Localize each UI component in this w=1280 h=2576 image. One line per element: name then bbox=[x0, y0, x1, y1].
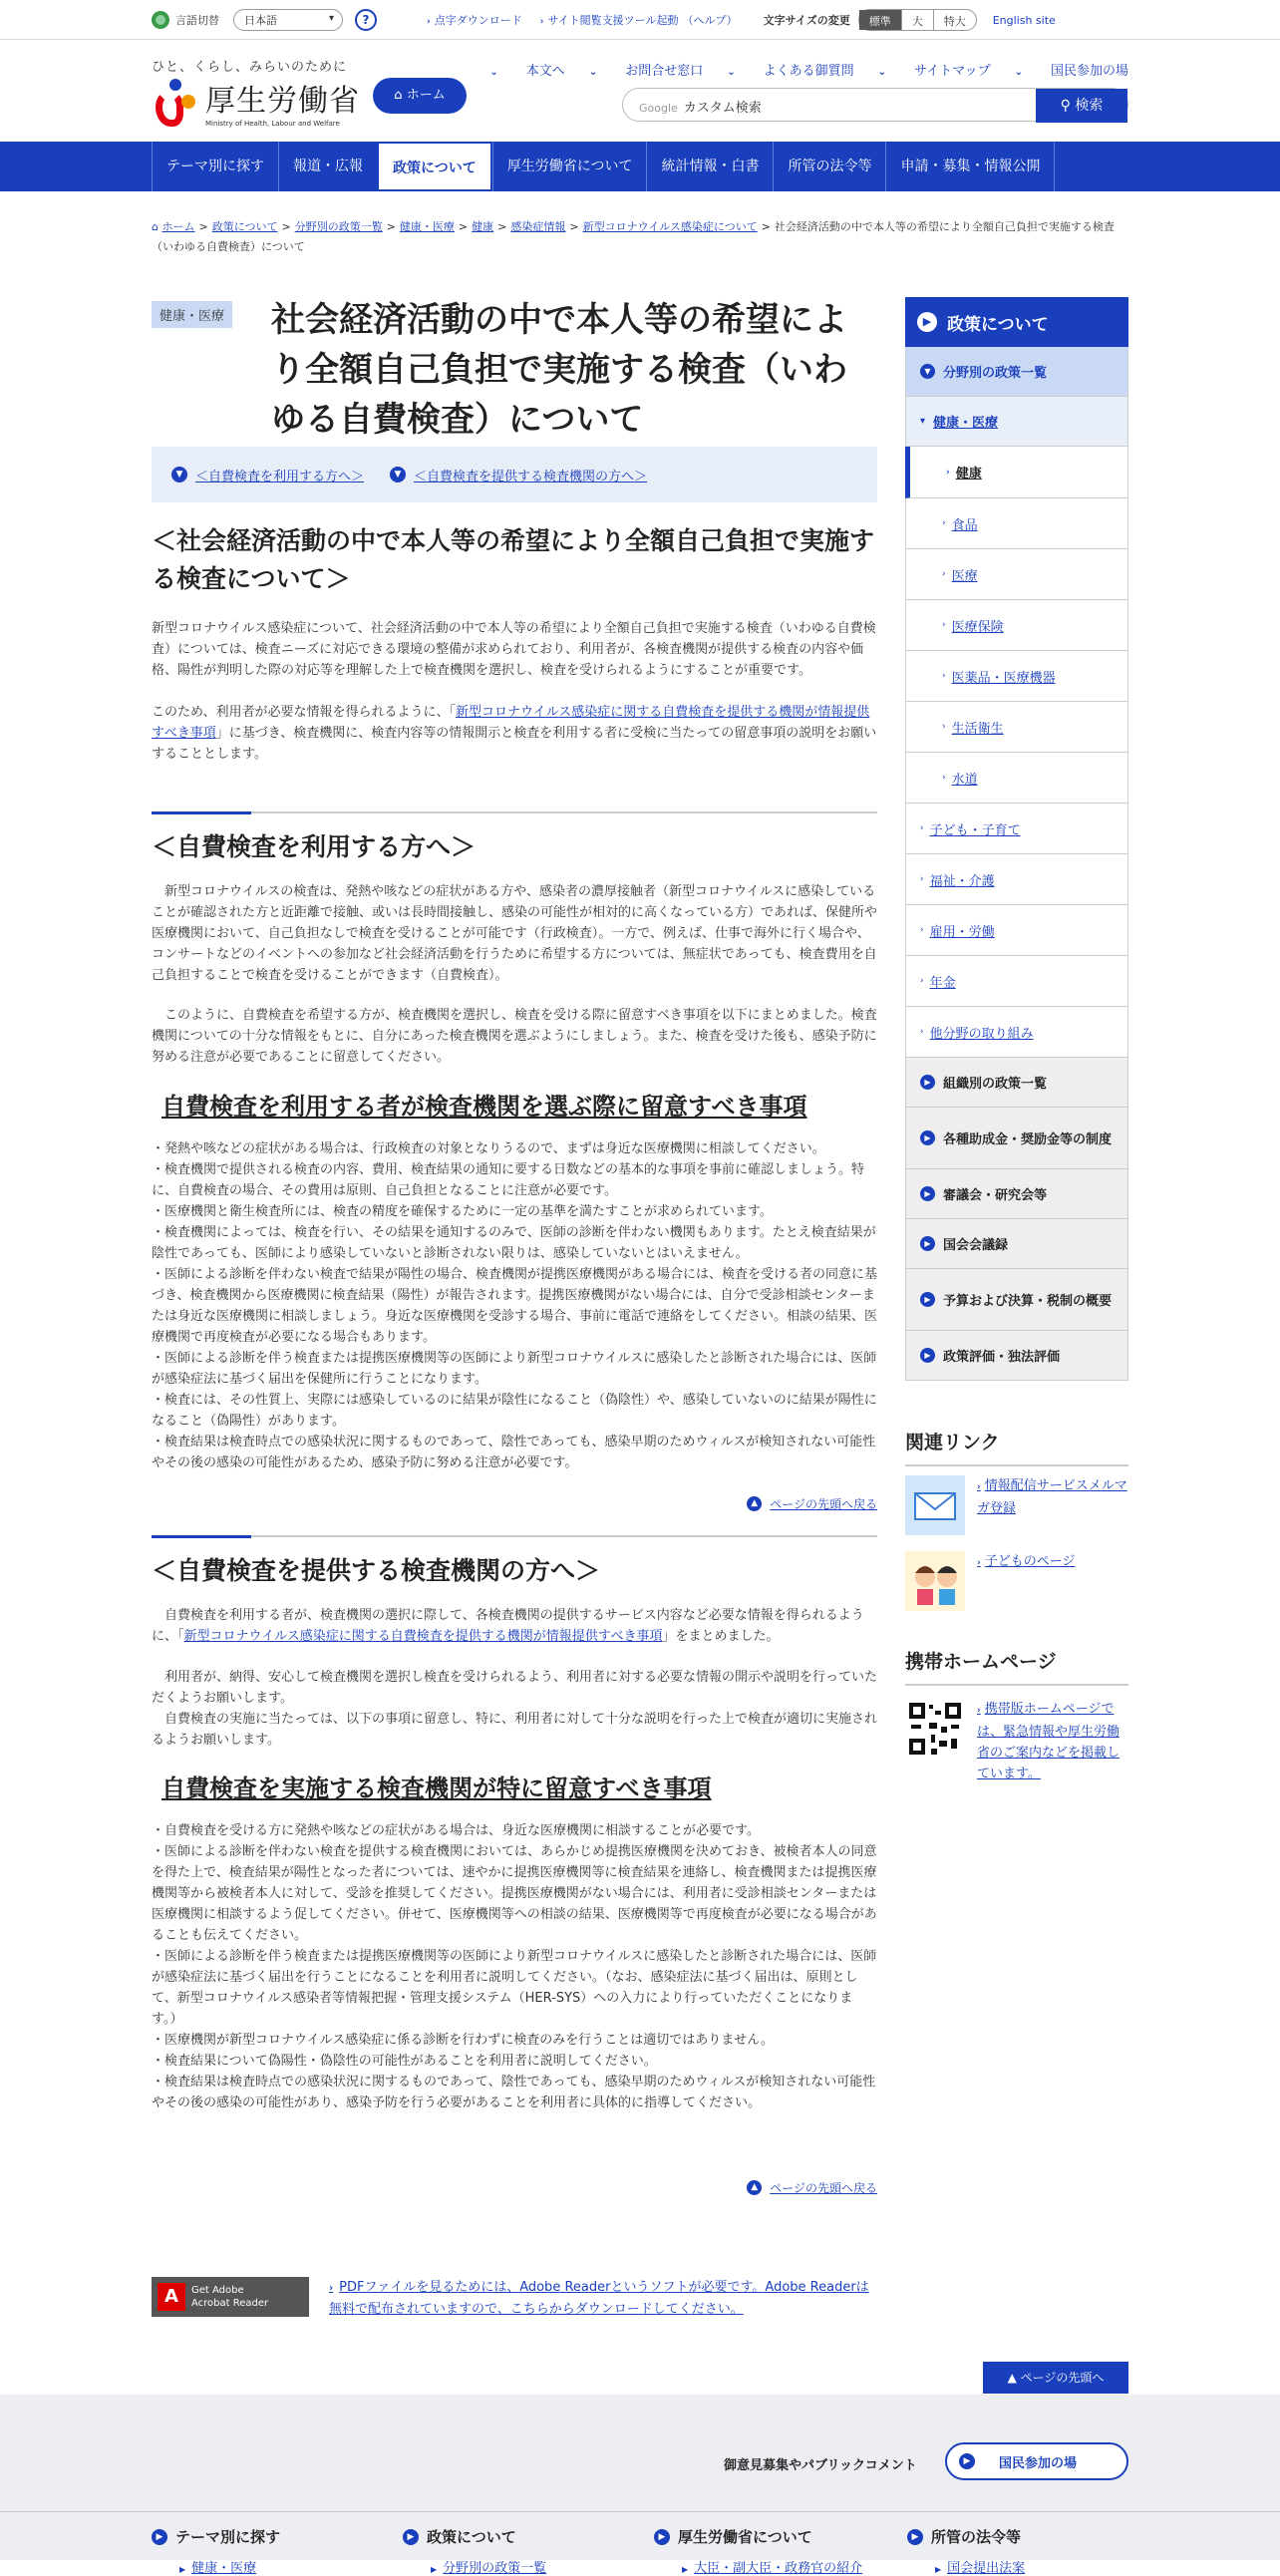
list-item: ・検査機関によっては、検査を行い、その結果を通知するのみで、医師の診断を伴わない機関もあります。たとえ検査結果が陰性であっても、医師により感染していないと診断されない限りは、感染していないとはいえません。 bbox=[152, 1225, 876, 1261]
breadcrumb-policy-list[interactable]: 分野別の政策一覧 bbox=[294, 220, 383, 233]
font-size-label: 文字サイズの変更 bbox=[763, 14, 850, 27]
list-item: ・検査結果について偽陽性・偽陰性の可能性があることを利用者に説明してください。 bbox=[152, 2054, 657, 2069]
header-link-participation[interactable]: ⌄ 国民参加の場 bbox=[1014, 64, 1128, 79]
adobe-reader-badge[interactable]: A Get Adobe Acrobat Reader bbox=[152, 2277, 309, 2317]
site-logo[interactable] bbox=[152, 76, 360, 128]
chevron-right-icon: ▶ bbox=[152, 2529, 167, 2545]
header-nav bbox=[466, 60, 1128, 79]
english-site-link[interactable]: English site bbox=[992, 13, 1056, 27]
globe-icon bbox=[152, 11, 169, 29]
gnav-laws[interactable]: 所管の法令等 bbox=[773, 142, 885, 191]
browsing-tool-link[interactable]: › サイト閲覧支援ツール起動 bbox=[539, 14, 679, 27]
section-heading-main: ＜社会経済活動の中で本人等の希望により全額自己負担で実施する検査について＞ bbox=[152, 526, 875, 593]
list-item: ・発熱や咳などの症状がある場合は、行政検査の対象となりうるので、まずは身近な医療機関に相談してください。 bbox=[152, 1141, 825, 1156]
sidebar-item-children[interactable]: › 子ども・子育て bbox=[905, 804, 1128, 854]
list-item: ・医師による診断を伴わない検査で結果が陽性の場合、検査機関が提携医療機関がある場合には、検査を受ける者の同意に基づき、検査機関から医療機関に検査結果（陽性）が報告されます。提携医療機関がない場合には、自分で受診相談センターまたは身近な医療機関に相談しましょう。身近な医療機関を受診する場合、事前に電話で連絡をしてください。相談の結果、医療機関で再度検査が必要になる場合もあります。 bbox=[152, 1267, 878, 1345]
sidebar-header[interactable]: ▶ 政策について bbox=[905, 297, 1128, 347]
header-link-contact[interactable]: ⌄ お問合せ窓口 bbox=[588, 64, 704, 79]
list-item: ・医師による診断を伴う検査または提携医療機関等の医師により新型コロナウイルスに感染したと診断された場合には、医師が感染症法に基づく届出を保健所に行うことになります。 bbox=[152, 1351, 877, 1387]
footer-column-about bbox=[654, 2512, 893, 2576]
qr-code-icon bbox=[905, 1699, 965, 1759]
sidebar-item-other-fields[interactable]: › 他分野の取り組み bbox=[905, 1007, 1128, 1058]
mobile-site-link[interactable]: › 携帯版ホームページでは、緊急情報や厚生労働省のご案内などを掲載しています。 bbox=[905, 1699, 1128, 1784]
sidebar-group-diet[interactable]: ▶ 国会会議録 bbox=[905, 1219, 1128, 1269]
list-item: ・医師による診断を伴う検査または提携医療機関等の医師により新型コロナウイルスに感染したと診断された場合には、医師が感染症法に基づく届出を行うことになることを利用者に説明してください。（なお、感染症法に基づく届出は、原則として、新型コロナウイルス感染者等情報把握・管理支援システム（HER-SYS）への入力により行っていただくことになります。） bbox=[152, 1949, 877, 2027]
sidebar-item-health-medical[interactable]: ▾ 健康・医療 bbox=[905, 397, 1128, 447]
public-participation-button[interactable]: ▶ 国民参加の場 bbox=[945, 2442, 1128, 2480]
header-link-sitemap[interactable]: ⌄ サイトマップ bbox=[877, 64, 991, 79]
page-title: 社会経済活動の中で本人等の希望により全額自己負担で実施する検査（いわゆる自費検査）について bbox=[271, 300, 847, 440]
global-nav bbox=[0, 142, 1280, 191]
page-top-button[interactable]: ▲ ページの先頭へ bbox=[983, 2362, 1128, 2394]
site-header bbox=[0, 40, 1280, 142]
list-item: ・検査結果は検査時点での感染状況に関するものであって、陰性であっても、感染早期のためウィルスが検知されない可能性やその後の感染の可能性があるため、感染予防に努める注意が必要です。 bbox=[152, 1435, 876, 1470]
sidebar-group-councils[interactable]: ▶ 審議会・研究会等 bbox=[905, 1169, 1128, 1219]
related-link-kids[interactable]: › 子どものページ bbox=[905, 1551, 1128, 1611]
chevron-right-icon: › bbox=[539, 17, 544, 27]
intro-paragraph-2: このため、利用者が必要な情報を得られるように、「新型コロナウイルス感染症に関する自費検査を提供する機関が情報提供すべき事項」に基づき、検査機関に、検査内容等の情報開示と検査を利用する者に受検に当たっての留意事項の説明をお願いすることとします。 bbox=[152, 705, 877, 762]
chevron-right-icon: ▶ bbox=[920, 1292, 935, 1307]
list-item: ・検査機関で提供される検査の内容、費用、検査結果の通知に要する日数などの基本的な事項を事前に確認しましょう。特に、自費検査の場合、その費用は原則、自己負担となることに注意が必要です。 bbox=[152, 1162, 865, 1198]
chevron-down-icon: ▼ bbox=[390, 467, 406, 483]
breadcrumb-covid[interactable]: 新型コロナウイルス感染症について bbox=[582, 220, 758, 233]
chevron-up-icon: ▲ bbox=[1007, 2371, 1021, 2385]
tagline: ひと、くらし、みらいのために bbox=[152, 60, 348, 75]
footer-link-ministers[interactable]: ▶ 大臣・副大臣・政務官の紹介 bbox=[682, 2561, 863, 2576]
anchor-providers[interactable]: ▼ ＜自費検査を提供する検査機関の方へ＞ bbox=[390, 466, 647, 484]
sidebar-item-policy-list[interactable]: ▼ 分野別の政策一覧 bbox=[905, 347, 1128, 397]
back-to-top-link-1[interactable]: ▲ ページの先頭へ戻る bbox=[747, 1495, 877, 1512]
logo-text-en: Ministry of Health, Labour and Welfare bbox=[205, 120, 340, 128]
chevron-down-icon: ▼ bbox=[920, 364, 935, 379]
adobe-download-link[interactable]: › PDFファイルを見るためには、Adobe Readerというソフトが必要です。Adobe Readerは無料で配布されていますので、こちらからダウンロードしてください。 bbox=[329, 2280, 869, 2317]
chevron-up-icon: ▲ bbox=[747, 2180, 762, 2195]
font-size-switch bbox=[858, 9, 977, 31]
gnav-about[interactable]: 厚生労働省について bbox=[492, 142, 647, 191]
footer-link-health[interactable]: ▶ 健康・医療 bbox=[179, 2561, 257, 2576]
breadcrumb-health-medical[interactable]: 健康・医療 bbox=[399, 220, 455, 233]
breadcrumb-home[interactable]: ホーム bbox=[161, 220, 195, 233]
header-link-faq[interactable]: ⌄ よくある御質問 bbox=[727, 64, 854, 79]
braille-download-link[interactable]: › 点字ダウンロード bbox=[427, 14, 522, 27]
info-items-link-1[interactable]: 新型コロナウイルス感染症に関する自費検査を提供する機関が情報提供すべき事項 bbox=[152, 705, 870, 741]
users-paragraph-1: 新型コロナウイルスの検査は、発熱や咳などの症状がある方や、感染者の濃厚接触者（新型コロナウイルスに感染していることが確認された方と近距離で接触、或いは長時間接触し、感染の可能性が相対的に高くなっている方）であれば、保健所や医療機関において、自己負担なしで検査を受けることが可能です（行政検査）。一方で、例えば、仕事で海外に行く場合や、コンサートなどのイベントへの参加など社会経済活動を行うために希望する方については、無症状であっても、検査費用を自己負担することで検査を受けることができます（自費検査）。 bbox=[152, 884, 878, 983]
chevron-right-icon: ▶ bbox=[920, 1236, 935, 1251]
font-size-standard[interactable]: 標準 bbox=[859, 10, 902, 30]
anchor-users[interactable]: ▼ ＜自費検査を利用する方へ＞ bbox=[171, 466, 364, 484]
public-comment-label: 御意見募集やパブリックコメント bbox=[724, 2458, 917, 2473]
users-paragraph-2: このように、自費検査を希望する方が、検査機関を選択し、検査を受ける際に留意すべき事項を以下にまとめました。検査機関についての十分な情報をもとに、自分にあった検査機関を選ぶようにしましょう。また、検査を受けた後も、感染予防に努める注意が必要であることに留意してください。 bbox=[152, 1008, 877, 1065]
users-notes-list bbox=[152, 1138, 877, 1473]
list-item: ・医療機関と衛生検査所には、検査の精度を確保するために一定の基準を満たすことが求められています。 bbox=[152, 1204, 773, 1219]
list-item: ・検査結果は検査時点での感染状況に関するものであって、陰性であっても、感染早期のためウィルスが検知されない可能性やその後の感染の可能性があり、感染予防を行う必要があることを利用者に具体的に指導してください。 bbox=[152, 2075, 876, 2110]
sidebar-item-pension[interactable]: › 年金 bbox=[905, 956, 1128, 1007]
chevron-right-icon: ▶ bbox=[959, 2453, 975, 2469]
house-icon: ⌂ bbox=[394, 88, 407, 103]
sidebar-item-welfare[interactable]: › 福祉・介護 bbox=[905, 854, 1128, 905]
browsing-help-link[interactable]: （ヘルプ） bbox=[682, 14, 738, 27]
back-to-top-link-2[interactable]: ▲ ページの先頭へ戻る bbox=[747, 2179, 877, 2196]
users-notes-heading: 自費検査を利用する者が検査機関を選ぶ際に留意すべき事項 bbox=[161, 1093, 807, 1121]
language-select[interactable]: 日本語 ▾ bbox=[233, 9, 343, 31]
chevron-right-icon: › bbox=[427, 17, 431, 27]
footer-heading-themes[interactable]: テーマ別に探す bbox=[175, 2528, 281, 2546]
footer-heading-about[interactable]: 厚生労働省について bbox=[678, 2528, 812, 2546]
chevron-right-icon: ▶ bbox=[920, 1130, 935, 1145]
footer-heading-laws[interactable]: 所管の法令等 bbox=[931, 2528, 1022, 2546]
chevron-right-icon: ▶ bbox=[917, 312, 937, 332]
sidebar-item-employment[interactable]: › 雇用・労働 bbox=[905, 905, 1128, 956]
related-links-heading: 関連リンク bbox=[905, 1428, 1128, 1466]
list-item: ・医療機関が新型コロナウイルス感染症に係る診断を行わずに検査のみを行うことは適切ではありません。 bbox=[152, 2033, 775, 2048]
sidebar-item-water[interactable]: › 水道 bbox=[905, 753, 1128, 804]
breadcrumb-policy[interactable]: 政策について bbox=[211, 220, 278, 233]
public-participation-row bbox=[0, 2434, 1280, 2512]
footer-link-bills[interactable]: ▶ 国会提出法案 bbox=[935, 2561, 1026, 2576]
logo-text-jp: 厚生労働省 bbox=[205, 84, 360, 119]
adobe-icon: A bbox=[158, 2283, 185, 2311]
search-icon: ⚲ bbox=[1060, 98, 1076, 114]
mobile-site-heading: 携帯ホームページ bbox=[905, 1647, 1128, 1686]
breadcrumb-infection[interactable]: 感染症情報 bbox=[510, 220, 566, 233]
chevron-down-icon: ▼ bbox=[171, 467, 187, 483]
list-item: ・医師による診断を伴わない検査を提供する検査機関においては、あらかじめ提携医療機関を決めておき、被検者本人の同意を得た上で、検査結果が陽性となった者については、速やかに提携医療機関等に検査結果を連絡し、検査機関または提携医療機関等から被検者本人に対して、受診を推奨してください。提携医療機関がない場合には、利用者に受診相談センターまたは医療機関に相談するよう促してください。併せて、医療機関等への相談の結果、医療機関等で再度検査が必要になる場合があることも伝えてください。 bbox=[152, 1844, 877, 1943]
sidebar-group-evaluation[interactable]: ▶ 政策評価・独法評価 bbox=[905, 1331, 1128, 1381]
providers-paragraph-2: 利用者が、納得、安心して検査機関を選択し検査を受けられるよう、利用者に対する必要な情報の開示や説明を行っていただくようお願いします。 bbox=[152, 1670, 878, 1706]
utility-bar bbox=[0, 0, 1280, 40]
providers-notes-heading: 自費検査を実施する検査機関が特に留意すべき事項 bbox=[161, 1774, 712, 1802]
children-icon bbox=[905, 1551, 965, 1611]
sidebar-item-sanitation[interactable]: › 生活衛生 bbox=[905, 702, 1128, 753]
intro-paragraph-1: 新型コロナウイルス感染症について、社会経済活動の中で本人等の希望により全額自己負担で実施する検査（いわゆる自費検査）については、検査ニーズに対応できる環境の整備が求められており、利用者が、各検査機関が提供する検査の内容や価格、陽性が判明した際の対応等を理解した上で検査機関を選択し、検査を受けられるようにすることが重要です。 bbox=[152, 621, 876, 678]
anchor-links bbox=[152, 447, 877, 502]
breadcrumb-health[interactable]: 健康 bbox=[472, 220, 494, 233]
footer bbox=[0, 2395, 1280, 2576]
footer-link-policy-list[interactable]: ▶ 分野別の政策一覧 bbox=[431, 2561, 547, 2576]
sidebar-item-insurance[interactable]: › 医療保険 bbox=[905, 600, 1128, 651]
sidebar bbox=[905, 297, 1128, 1381]
search-input[interactable]: Google カスタム検索 bbox=[639, 101, 762, 116]
search-box bbox=[622, 88, 1128, 122]
info-items-link-2[interactable]: 新型コロナウイルス感染症に関する自費検査を提供する機関が情報提供すべき事項 bbox=[183, 1629, 663, 1644]
gnav-applications[interactable]: 申請・募集・情報公開 bbox=[885, 142, 1055, 191]
gnav-statistics[interactable]: 統計情報・白書 bbox=[646, 142, 773, 191]
footer-column-policy bbox=[403, 2512, 642, 2576]
category-badge: 健康・医療 bbox=[152, 301, 232, 328]
chevron-up-icon: ▲ bbox=[747, 1496, 762, 1511]
mail-icon bbox=[905, 1475, 965, 1535]
chevron-right-icon: ▶ bbox=[907, 2529, 923, 2545]
gnav-themes[interactable]: テーマ別に探す bbox=[152, 142, 278, 191]
font-size-large[interactable]: 大 bbox=[902, 10, 934, 30]
logo-mark-icon bbox=[152, 77, 199, 127]
sidebar-item-medical[interactable]: › 医療 bbox=[905, 549, 1128, 600]
chevron-right-icon: › bbox=[329, 2283, 334, 2294]
breadcrumb-current: 社会経済活動の中で本人等の希望により全額自己負担で実施する検査（いわゆる自費検査）について bbox=[152, 220, 1115, 253]
chevron-right-icon: ▶ bbox=[920, 1075, 935, 1090]
providers-paragraph-3: 自費検査の実施に当たっては、以下の事項に留意し、特に、利用者に対して十分な説明を行った上で検査が適切に実施されるようお願いします。 bbox=[152, 1712, 878, 1748]
caret-down-icon: ▾ bbox=[920, 416, 926, 427]
sidebar-group-grants[interactable]: ▶ 各種助成金・奨励金等の制度 bbox=[905, 1108, 1128, 1169]
list-item: ・自費検査を受ける方に発熱や咳などの症状がある場合は、身近な医療機関に相談することが必要です。 bbox=[152, 1823, 760, 1838]
footer-column-themes bbox=[152, 2512, 391, 2576]
chevron-right-icon: ▶ bbox=[920, 1186, 935, 1201]
sidebar-group-budget[interactable]: ▶ 予算および決算・税制の概要 bbox=[905, 1269, 1128, 1331]
breadcrumb: ⌂ ホーム > 政策について > 分野別の政策一覧 > 健康・医療 > 健康 > 感染症情報 > 新型コロナウイルス感染症について > 社会経済活動の中で本人等の希望により全額自己負担で実施する検査（いわゆる自費検査）について bbox=[152, 220, 1115, 253]
sidebar-item-health[interactable]: › 健康 bbox=[905, 447, 1128, 498]
list-item: ・検査には、その性質上、実際には感染しているのに結果が陰性になること（偽陰性）や、感染していないのに結果が陽性になること（偽陽性）があります。 bbox=[152, 1393, 877, 1429]
header-link-content[interactable]: ⌄ 本文へ bbox=[489, 64, 565, 79]
gnav-policy[interactable]: 政策について bbox=[377, 142, 492, 191]
related-link-mailmag[interactable]: › 情報配信サービスメルマガ登録 bbox=[905, 1475, 1128, 1535]
chevron-right-icon: ▶ bbox=[654, 2529, 670, 2545]
footer-column-laws bbox=[907, 2512, 1146, 2576]
section-heading-providers: ＜自費検査を提供する検査機関の方へ＞ bbox=[152, 1535, 877, 1587]
section-heading-users: ＜自費検査を利用する方へ＞ bbox=[152, 811, 877, 863]
help-icon[interactable]: ? bbox=[355, 9, 377, 31]
language-label: 言語切替 bbox=[175, 14, 219, 27]
chevron-right-icon: ▶ bbox=[920, 1348, 935, 1363]
house-icon: ⌂ bbox=[152, 220, 162, 233]
sidebar-item-food[interactable]: › 食品 bbox=[905, 498, 1128, 549]
chevron-right-icon: ▶ bbox=[403, 2529, 419, 2545]
gnav-press[interactable]: 報道・広報 bbox=[278, 142, 377, 191]
providers-paragraph-1: 自費検査を利用する者が、検査機関の選択に際して、各検査機関の提供するサービス内容など必要な情報を得られるように、「新型コロナウイルス感染症に関する自費検査を提供する機関が情報提供すべき事項」をまとめました。 bbox=[152, 1608, 864, 1644]
sidebar-item-drugs[interactable]: › 医薬品・医療機器 bbox=[905, 651, 1128, 702]
footer-heading-policy[interactable]: 政策について bbox=[427, 2528, 516, 2546]
search-button[interactable]: ⚲ 検索 bbox=[1036, 89, 1127, 123]
sidebar-group-org[interactable]: ▶ 組織別の政策一覧 bbox=[905, 1058, 1128, 1108]
home-button[interactable]: ⌂ ホーム bbox=[373, 78, 467, 114]
font-size-xlarge[interactable]: 特大 bbox=[943, 15, 966, 28]
providers-notes-list bbox=[152, 1820, 877, 2113]
